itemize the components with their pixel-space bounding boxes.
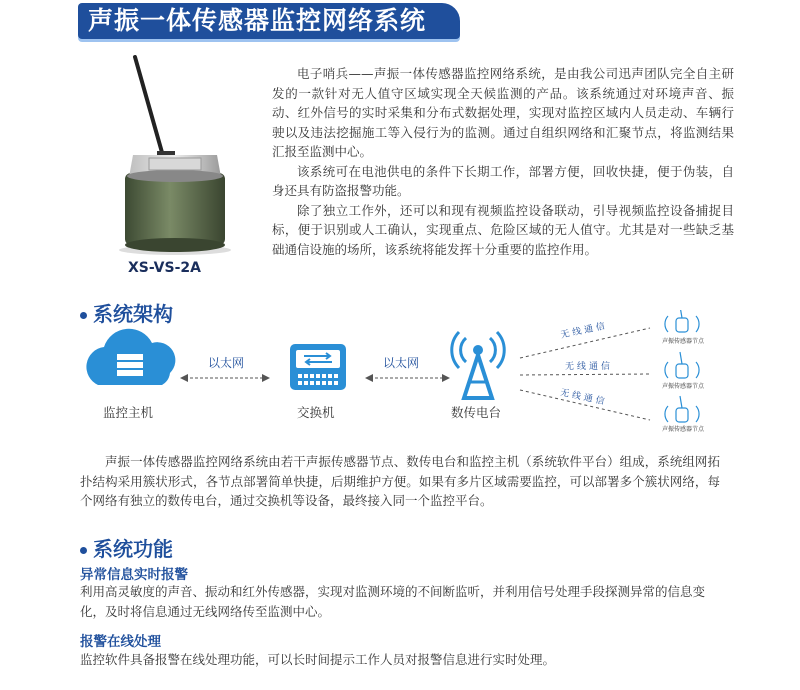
intro-paragraph: 电子哨兵——声振一体传感器监控网络系统，是由我公司迅声团队完全自主研发的一款针对无人值守区域实现全天候监测的产品。该系统通过对环境声音、振动、红外信号的实时采集和分布式数据处理，实现对监控区域内人员走动、车辆行驶以及违法挖掘施工等入侵行为的监测。通过自组织网络和汇聚节点，将监测结果汇报至监测中心。 (272, 66, 734, 159)
architecture-description: 声振一体传感器监控网络系统由若干声振传感器节点、数传电台和监控主机（系统软件平台）组成，系统组网拓扑结构采用簇状形式，各节点部署简单快捷，后期维护方便。如果有多片区域需要监控，可以部署多个簇状网络，每个网络有独立的数传电台，通过交换机等设备，最终接入同一个监控平台。 (80, 454, 720, 508)
product-model: XS-VS-2A (128, 260, 201, 276)
ethernet-label-1: 以太网 (208, 356, 245, 370)
intro-paragraph: 除了独立工作外，还可以和现有视频监控设备联动，引导视频监控设备捕捉目标，便于识别或人工确认，实现重点、危险区域的无人值守。尤其是对一些缺乏基础通信设施的场所，该系统将能发挥十分重要的监控作用。 (272, 202, 734, 257)
radio-tower-icon (452, 332, 504, 398)
intro-text (272, 64, 734, 259)
page-title: 声振一体传感器监控网络系统 (78, 3, 460, 39)
wireless-label: 无线通信 (565, 362, 614, 372)
function-text: 监控软件具备报警在线处理功能，可以长时间提示工作人员对报警信息进行实时处理。 (80, 652, 556, 667)
sensor-caption: 声振传感器节点 (662, 426, 705, 433)
function-title: 异常信息实时报警 (80, 567, 188, 583)
cloud-server-icon (86, 329, 175, 385)
ethernet-label-2: 以太网 (383, 356, 420, 370)
sensor-device-image (105, 55, 245, 255)
function-text: 利用高灵敏度的声音、振动和红外传感器，实现对监测环境的不间断监听，并利用信号处理手段探测异常的信息变化，及时将信息通过无线网络传至监测中心。 (80, 584, 706, 619)
sensor-caption: 声振传感器节点 (662, 338, 705, 345)
switch-label: 交换机 (297, 405, 335, 420)
bullet-icon (80, 547, 87, 554)
intro-paragraph: 该系统可在电池供电的条件下长期工作，部署方便，回收快捷，便于伪装，自身还具有防盗报警功能。 (272, 163, 734, 198)
sensor-caption: 声振传感器节点 (662, 383, 705, 390)
station-label: 数传电台 (451, 405, 502, 420)
sensor-node-icon (665, 310, 699, 422)
function-title: 报警在线处理 (80, 634, 161, 650)
section-heading-functions: 系统功能 (80, 533, 173, 562)
host-label: 监控主机 (103, 405, 154, 420)
switch-icon (290, 344, 346, 390)
wireless-label: 无线通信 (559, 321, 609, 341)
wireless-label: 无线通信 (559, 388, 609, 408)
section-heading-architecture: 系统架构 (80, 298, 173, 327)
